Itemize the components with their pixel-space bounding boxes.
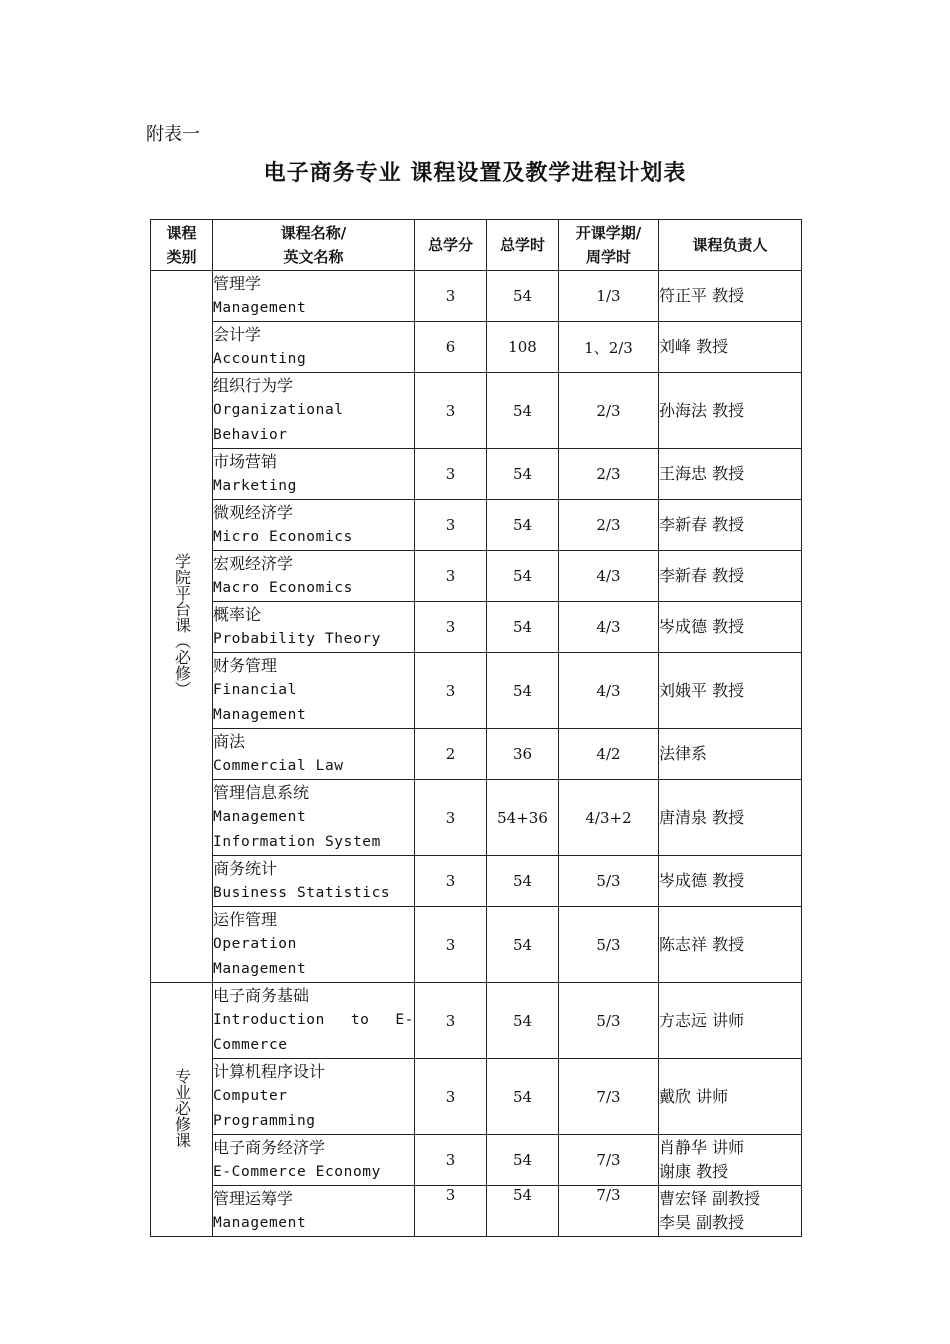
hours-cell: 54 xyxy=(487,373,559,449)
term-cell: 4/2 xyxy=(559,729,659,780)
course-name-cell xyxy=(213,322,415,373)
credits-cell: 3 xyxy=(415,653,487,729)
course-name-cn: 商法 xyxy=(213,732,246,751)
table-row xyxy=(151,1059,802,1135)
course-name-cn: 概率论 xyxy=(213,605,262,624)
instructor-name: 陈志祥 教授 xyxy=(659,934,745,954)
instructor-name: 王海忠 教授 xyxy=(659,464,745,483)
course-category-label: 专业必修课 xyxy=(172,1067,192,1148)
course-name-en: Programming xyxy=(213,1113,316,1129)
hours-cell: 54+36 xyxy=(487,780,559,856)
course-name-en: Management xyxy=(213,809,307,825)
course-name-cell xyxy=(213,780,415,856)
hours-cell: 36 xyxy=(487,729,559,780)
term-cell: 2/3 xyxy=(559,373,659,449)
course-name-cn: 计算机程序设计 xyxy=(213,1062,326,1081)
instructor-cell xyxy=(659,983,802,1059)
course-category-label: 学院平台课（必修） xyxy=(172,552,192,697)
course-name-en: Information System xyxy=(213,834,381,850)
course-name-cell xyxy=(213,271,415,322)
term-cell: 5/3 xyxy=(559,856,659,907)
hours-cell: 54 xyxy=(487,500,559,551)
course-name-cell xyxy=(213,449,415,500)
course-name-cn: 运作管理 xyxy=(213,910,278,929)
course-name-cell xyxy=(213,551,415,602)
credits-cell: 3 xyxy=(415,449,487,500)
term-cell: 5/3 xyxy=(559,983,659,1059)
instructor-cell xyxy=(659,500,802,551)
course-name-cn: 财务管理 xyxy=(213,656,278,675)
term-cell: 7/3 xyxy=(559,1135,659,1186)
course-name-en: Management xyxy=(213,1215,307,1231)
instructor-cell xyxy=(659,907,802,983)
hours-cell: 54 xyxy=(487,271,559,322)
course-name-cell xyxy=(213,500,415,551)
course-name-cn: 电子商务基础 xyxy=(213,986,310,1005)
course-name-en: Commerce xyxy=(213,1037,288,1053)
header-credits: 总学分 xyxy=(415,220,487,271)
credits-cell: 3 xyxy=(415,1135,487,1186)
course-name-en: Organizational xyxy=(213,402,344,418)
hours-cell: 108 xyxy=(487,322,559,373)
course-category-cell xyxy=(151,271,213,983)
credits-cell: 3 xyxy=(415,602,487,653)
instructor-cell xyxy=(659,729,802,780)
term-cell: 2/3 xyxy=(559,449,659,500)
hours-cell: 54 xyxy=(487,551,559,602)
course-name-cell xyxy=(213,983,415,1059)
credits-cell: 6 xyxy=(415,322,487,373)
header-name-line1: 课程名称/ xyxy=(280,224,347,242)
instructor-name: 法律系 xyxy=(659,744,708,763)
term-cell: 4/3 xyxy=(559,653,659,729)
instructor-cell xyxy=(659,551,802,602)
course-name-cn: 管理学 xyxy=(213,274,262,293)
table-row xyxy=(151,780,802,856)
course-name-en: Introduction to E- xyxy=(213,1012,414,1028)
instructor-cell xyxy=(659,1135,802,1186)
credits-cell: 3 xyxy=(415,907,487,983)
table-header-row xyxy=(151,220,802,271)
instructor-cell xyxy=(659,449,802,500)
instructor-cell xyxy=(659,602,802,653)
course-name-cn: 市场营销 xyxy=(213,452,278,471)
table-row xyxy=(151,322,802,373)
course-category-cell xyxy=(151,983,213,1237)
term-cell: 4/3 xyxy=(559,602,659,653)
table-row xyxy=(151,373,802,449)
course-name-en: Probability Theory xyxy=(213,631,381,647)
table-row xyxy=(151,907,802,983)
hours-cell: 54 xyxy=(487,1135,559,1186)
instructor-cell xyxy=(659,373,802,449)
course-name-cn: 电子商务经济学 xyxy=(213,1138,326,1157)
hours-cell: 54 xyxy=(487,653,559,729)
header-category-line2: 类别 xyxy=(166,248,197,266)
hours-cell: 54 xyxy=(487,602,559,653)
instructor-name: 李新春 教授 xyxy=(659,515,745,534)
instructor-cell xyxy=(659,1186,802,1237)
instructor-name: 李新春 教授 xyxy=(659,566,745,585)
course-name-en: Management xyxy=(213,300,307,316)
table-row xyxy=(151,551,802,602)
term-cell: 4/3+2 xyxy=(559,780,659,856)
instructor-cell xyxy=(659,856,802,907)
credits-cell: 3 xyxy=(415,1059,487,1135)
table-row xyxy=(151,500,802,551)
instructor-cell xyxy=(659,653,802,729)
credits-cell: 3 xyxy=(415,500,487,551)
header-name-line2: 英文名称 xyxy=(283,248,344,266)
instructor-cell xyxy=(659,322,802,373)
term-cell: 5/3 xyxy=(559,907,659,983)
course-name-en: Operation xyxy=(213,936,297,952)
course-name-en: Computer xyxy=(213,1088,288,1104)
instructor-name: 岑成德 教授 xyxy=(659,617,745,636)
term-cell: 2/3 xyxy=(559,500,659,551)
course-name-cell xyxy=(213,653,415,729)
table-row xyxy=(151,602,802,653)
table-row xyxy=(151,1186,802,1237)
credits-cell: 2 xyxy=(415,729,487,780)
credits-cell: 3 xyxy=(415,780,487,856)
header-term xyxy=(559,220,659,271)
term-cell: 7/3 xyxy=(559,1186,659,1237)
header-category xyxy=(151,220,213,271)
header-hours: 总学时 xyxy=(487,220,559,271)
table-row xyxy=(151,449,802,500)
instructor-name: 符正平 教授 xyxy=(659,286,745,305)
credits-cell: 3 xyxy=(415,271,487,322)
course-name-cn: 会计学 xyxy=(213,325,262,344)
header-term-line1: 开课学期/ xyxy=(575,224,642,242)
course-name-cell xyxy=(213,1059,415,1135)
course-name-en: Behavior xyxy=(213,427,288,443)
instructor-cell xyxy=(659,780,802,856)
credits-cell: 3 xyxy=(415,856,487,907)
course-name-cn: 微观经济学 xyxy=(213,503,294,522)
course-name-en: Management xyxy=(213,961,307,977)
course-name-cell xyxy=(213,602,415,653)
hours-cell: 54 xyxy=(487,1186,559,1237)
instructor-name: 曹宏铎 副教授 xyxy=(659,1189,761,1208)
instructor-name: 肖静华 讲师 xyxy=(659,1138,745,1157)
header-instructor: 课程负责人 xyxy=(659,220,802,271)
instructor-cell xyxy=(659,1059,802,1135)
hours-cell: 54 xyxy=(487,856,559,907)
term-cell: 1/3 xyxy=(559,271,659,322)
credits-cell: 3 xyxy=(415,1186,487,1237)
course-name-en: Commercial Law xyxy=(213,758,344,774)
course-name-cn: 商务统计 xyxy=(213,859,278,878)
term-cell: 7/3 xyxy=(559,1059,659,1135)
course-name-cn: 宏观经济学 xyxy=(213,554,294,573)
table-row xyxy=(151,271,802,322)
course-name-en: Financial xyxy=(213,682,297,698)
instructor-cell xyxy=(659,271,802,322)
instructor-name: 刘娥平 教授 xyxy=(659,680,745,700)
header-term-line2: 周学时 xyxy=(585,248,631,266)
course-name-cell xyxy=(213,1186,415,1237)
credits-cell: 3 xyxy=(415,551,487,602)
course-name-cell xyxy=(213,1135,415,1186)
instructor-name: 刘峰 教授 xyxy=(659,337,729,356)
table-row xyxy=(151,653,802,729)
course-name-cn: 管理运筹学 xyxy=(213,1189,294,1208)
header-category-line1: 课程 xyxy=(166,224,197,242)
course-name-cn: 管理信息系统 xyxy=(213,783,310,802)
instructor-name: 李昊 副教授 xyxy=(659,1213,745,1232)
instructor-name: 戴欣 讲师 xyxy=(659,1086,729,1106)
table-row xyxy=(151,983,802,1059)
course-name-cn: 组织行为学 xyxy=(213,376,294,395)
term-cell: 4/3 xyxy=(559,551,659,602)
credits-cell: 3 xyxy=(415,373,487,449)
course-name-cell xyxy=(213,373,415,449)
hours-cell: 54 xyxy=(487,983,559,1059)
course-name-en: Marketing xyxy=(213,478,297,494)
page-title: 电子商务专业 课程设置及教学进程计划表 xyxy=(263,161,687,186)
course-schedule-table xyxy=(150,219,802,1237)
term-cell: 1、2/3 xyxy=(559,322,659,373)
hours-cell: 54 xyxy=(487,449,559,500)
course-name-en: Accounting xyxy=(213,351,307,367)
course-name-en: Macro Economics xyxy=(213,580,353,596)
course-name-cell xyxy=(213,729,415,780)
course-name-en: E-Commerce Economy xyxy=(213,1164,381,1180)
course-name-cell xyxy=(213,907,415,983)
course-name-en: Management xyxy=(213,707,307,723)
table-row xyxy=(151,1135,802,1186)
hours-cell: 54 xyxy=(487,1059,559,1135)
table-row xyxy=(151,729,802,780)
instructor-name: 方志远 讲师 xyxy=(659,1010,745,1030)
course-name-en: Micro Economics xyxy=(213,529,353,545)
credits-cell: 3 xyxy=(415,983,487,1059)
header-course-name xyxy=(213,220,415,271)
instructor-name: 谢康 教授 xyxy=(659,1162,729,1181)
instructor-name: 岑成德 教授 xyxy=(659,871,745,890)
appendix-label: 附表一 xyxy=(146,124,200,145)
hours-cell: 54 xyxy=(487,907,559,983)
course-name-cell xyxy=(213,856,415,907)
table-row xyxy=(151,856,802,907)
course-name-en: Business Statistics xyxy=(213,885,391,901)
instructor-name: 孙海法 教授 xyxy=(659,400,745,420)
instructor-name: 唐清泉 教授 xyxy=(659,807,745,827)
